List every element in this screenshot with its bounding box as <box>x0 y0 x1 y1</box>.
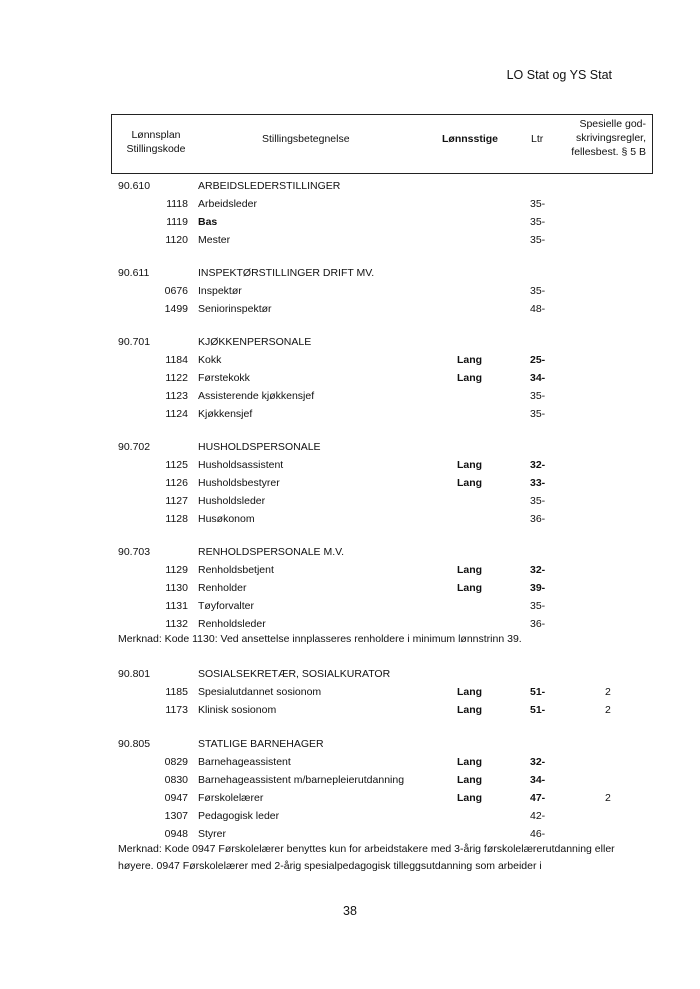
row-ltr: 32- <box>530 459 546 471</box>
row-ltr: 47- <box>530 792 546 804</box>
row-ltr: 34- <box>530 372 546 384</box>
row-title: Pedagogisk leder <box>198 810 280 822</box>
row-ltr: 35- <box>530 390 546 402</box>
note-renhold: Merknad: Kode 1130: Ved ansettelse innplasseres renholdere i minimum lønnstrinn 39. <box>118 633 522 645</box>
row-lonnsstige: Lang <box>457 686 483 698</box>
row-title: Førskolelærer <box>198 792 264 804</box>
row-ltr: 34- <box>530 774 546 786</box>
row-ltr: 42- <box>530 810 546 822</box>
row-spesielle: 2 <box>605 704 611 716</box>
row-title: Tøyforvalter <box>198 600 255 612</box>
row-code: 1131 <box>165 600 188 612</box>
row-code: 1184 <box>165 354 188 366</box>
row-ltr: 48- <box>530 303 546 315</box>
row-ltr: 32- <box>530 756 546 768</box>
group-title: INSPEKTØRSTILLINGER DRIFT MV. <box>198 267 375 279</box>
row-code: 1118 <box>166 198 188 210</box>
row-lonnsstige: Lang <box>457 459 483 471</box>
row-title: Kjøkkensjef <box>198 408 253 420</box>
row-lonnsstige: Lang <box>457 756 483 768</box>
row-code: 1127 <box>165 495 188 507</box>
header-stillingsbetegnelse: Stillingsbetegnelse <box>262 133 350 145</box>
row-ltr: 36- <box>530 513 546 525</box>
group-code: 90.701 <box>118 336 151 348</box>
row-ltr: 51- <box>530 704 546 716</box>
row-code: 1128 <box>165 513 188 525</box>
row-lonnsstige: Lang <box>457 477 483 489</box>
row-title: Førstekokk <box>198 372 250 384</box>
group-code: 90.801 <box>118 668 151 680</box>
document-header-org: LO Stat og YS Stat <box>506 68 612 82</box>
row-ltr: 33- <box>530 477 546 489</box>
group-code: 90.610 <box>118 180 151 192</box>
row-code: 1126 <box>165 477 188 489</box>
row-title: Husøkonom <box>198 513 255 525</box>
row-ltr: 39- <box>530 582 546 594</box>
row-title: Renholder <box>198 582 247 594</box>
row-title: Seniorinspektør <box>198 303 272 315</box>
group-title: SOSIALSEKRETÆR, SOSIALKURATOR <box>198 668 391 680</box>
row-code: 1307 <box>164 810 188 822</box>
row-ltr: 35- <box>530 216 546 228</box>
row-ltr: 25- <box>530 354 546 366</box>
row-code: 1130 <box>165 582 188 594</box>
row-title: Husholdsleder <box>198 495 266 507</box>
row-ltr: 35- <box>530 600 546 612</box>
row-ltr: 32- <box>530 564 546 576</box>
group-title: ARBEIDSLEDERSTILLINGER <box>198 180 341 192</box>
group-code: 90.703 <box>118 546 151 558</box>
row-code: 1123 <box>165 390 188 402</box>
row-ltr: 36- <box>530 618 546 630</box>
row-code: 0947 <box>164 792 188 804</box>
header-spesielle-line1: Spesielle god- <box>579 118 646 130</box>
row-title: Bas <box>198 216 218 228</box>
row-lonnsstige: Lang <box>457 354 483 366</box>
row-lonnsstige: Lang <box>457 774 483 786</box>
row-ltr: 35- <box>530 495 546 507</box>
header-lonnsplan-line2: Stillingskode <box>126 143 186 155</box>
row-lonnsstige: Lang <box>457 582 483 594</box>
group-title: STATLIGE BARNEHAGER <box>198 738 324 750</box>
header-spesielle <box>571 117 646 159</box>
row-spesielle: 2 <box>605 792 611 804</box>
row-code: 1125 <box>165 459 188 471</box>
row-title: Husholdsbestyrer <box>198 477 280 489</box>
table-header <box>111 114 653 174</box>
row-code: 1119 <box>166 216 188 228</box>
row-code: 1124 <box>165 408 188 420</box>
row-code: 1122 <box>165 372 188 384</box>
note-barnehage-line2: høyere. 0947 Førskolelærer med 2-årig spesialpedagogisk tilleggsutdanning som arbeider i <box>118 860 542 872</box>
row-ltr: 35- <box>530 408 546 420</box>
page-number: 38 <box>343 904 357 918</box>
row-code: 1132 <box>165 618 188 630</box>
group-title: HUSHOLDSPERSONALE <box>198 441 321 453</box>
note-barnehage-line1: Merknad: Kode 0947 Førskolelærer benyttes kun for arbeidstakere med 3-årig førskolelærerutdanning eller <box>118 843 615 855</box>
row-code: 1185 <box>165 686 188 698</box>
row-title: Renholdsbetjent <box>198 564 274 576</box>
row-code: 1129 <box>165 564 188 576</box>
group-code: 90.611 <box>118 267 150 279</box>
header-spesielle-line3: fellesbest. § 5 B <box>571 146 646 158</box>
row-code: 0948 <box>164 828 188 840</box>
row-title: Klinisk sosionom <box>198 704 277 716</box>
row-ltr: 35- <box>530 234 546 246</box>
group-title: KJØKKENPERSONALE <box>198 336 312 348</box>
row-lonnsstige: Lang <box>457 792 483 804</box>
row-lonnsstige: Lang <box>457 372 483 384</box>
row-ltr: 35- <box>530 285 546 297</box>
row-title: Barnehageassistent m/barnepleierutdanning <box>198 774 405 786</box>
header-lonnsplan <box>112 128 200 156</box>
row-code: 1173 <box>165 704 188 716</box>
row-title: Mester <box>198 234 231 246</box>
row-code: 0676 <box>164 285 188 297</box>
row-ltr: 46- <box>530 828 546 840</box>
row-title: Renholdsleder <box>198 618 266 630</box>
row-code: 1120 <box>165 234 188 246</box>
header-lonnsplan-line1: Lønnsplan <box>131 129 181 141</box>
row-title: Assisterende kjøkkensjef <box>198 390 315 402</box>
row-title: Barnehageassistent <box>198 756 291 768</box>
row-title: Arbeidsleder <box>198 198 257 210</box>
group-code: 90.702 <box>118 441 151 453</box>
row-code: 0830 <box>164 774 188 786</box>
row-lonnsstige: Lang <box>457 704 483 716</box>
group-code: 90.805 <box>118 738 151 750</box>
row-title: Kokk <box>198 354 222 366</box>
group-title: RENHOLDSPERSONALE M.V. <box>198 546 345 558</box>
row-code: 1499 <box>164 303 188 315</box>
header-ltr: Ltr <box>531 133 544 145</box>
row-lonnsstige: Lang <box>457 564 483 576</box>
row-ltr: 51- <box>530 686 546 698</box>
row-ltr: 35- <box>530 198 546 210</box>
row-title: Inspektør <box>198 285 242 297</box>
row-title: Spesialutdannet sosionom <box>198 686 322 698</box>
row-title: Styrer <box>198 828 227 840</box>
row-spesielle: 2 <box>605 686 611 698</box>
header-lonnsstige: Lønnsstige <box>442 133 499 145</box>
row-title: Husholdsassistent <box>198 459 284 471</box>
header-spesielle-line2: skrivingsregler, <box>575 132 646 144</box>
row-code: 0829 <box>164 756 188 768</box>
